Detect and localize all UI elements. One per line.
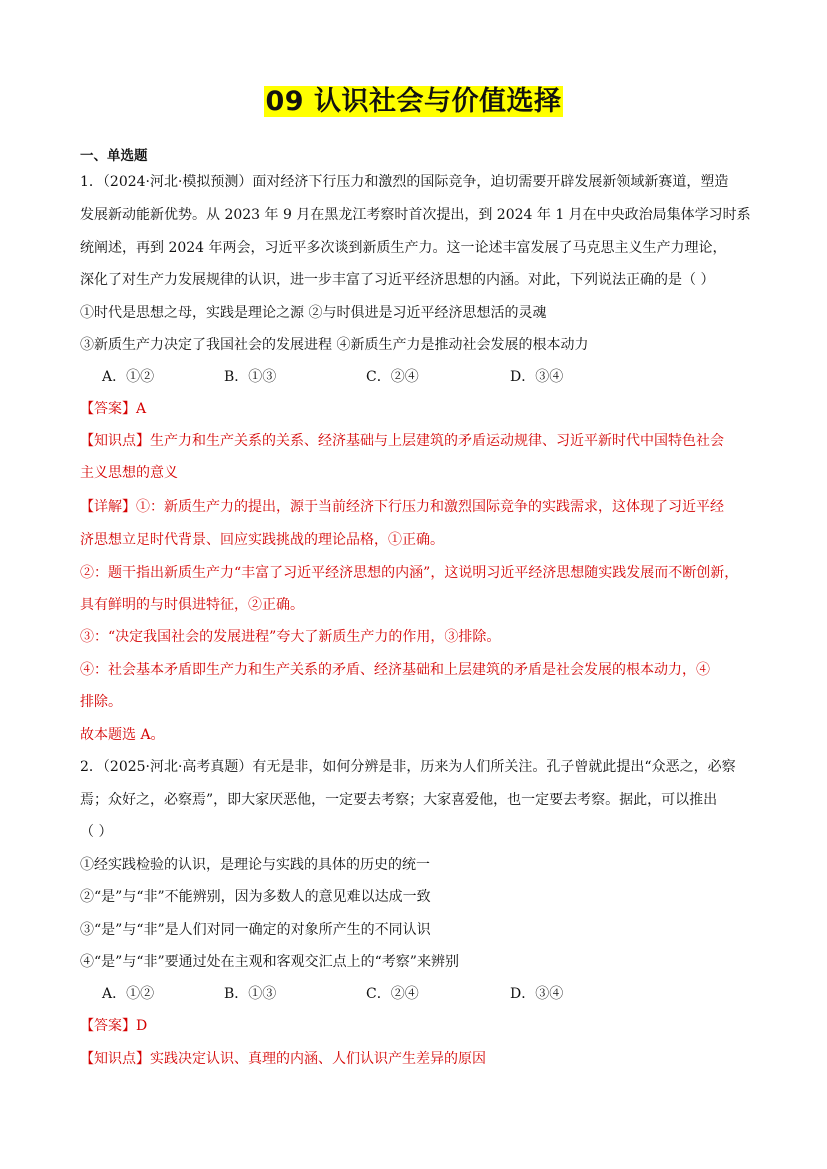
q2-option-d: D．③④ xyxy=(510,986,564,1002)
q1-knowledge-line: 【知识点】生产力和生产关系的关系、经济基础与上层建筑的矛盾运动规律、习近平新时代中国特色社会 xyxy=(80,433,724,449)
q1-option-b: B．①③ xyxy=(224,369,277,385)
q1-answer: 【答案】A xyxy=(80,401,147,417)
q2-option-a: A．①② xyxy=(102,986,155,1002)
q1-detail-line: ②：题干指出新质生产力“丰富了习近平经济思想的内涵”，这说明习近平经济思想随实践发展而不断创新， xyxy=(80,565,739,581)
q1-knowledge-line: 主义思想的意义 xyxy=(80,465,178,481)
q1-stem-line: 统阐述，再到 2024 年两会，习近平多次谈到新质生产力。这一论述丰富发展了马克思主义生产力理论， xyxy=(80,240,727,256)
section-heading: 一、单选题 xyxy=(80,148,148,164)
q1-option-a: A．①② xyxy=(102,369,155,385)
q1-detail-line: ③：“决定我国社会的发展进程”夸大了新质生产力的作用，③排除。 xyxy=(80,629,501,645)
q2-option-b: B．①③ xyxy=(224,986,277,1002)
q2-knowledge: 【知识点】实践决定认识、真理的内涵、人们认识产生差异的原因 xyxy=(80,1051,486,1067)
page-title xyxy=(0,84,827,120)
q2-statement: ①经实践检验的认识，是理论与实践的具体的历史的统一 xyxy=(80,857,430,873)
q2-stem-line: （ ） xyxy=(80,824,113,840)
q2-statement: ④“是”与“非”要通过处在主观和客观交汇点上的“考察”来辨别 xyxy=(80,954,459,970)
q2-statement: ②“是”与“非”不能辨别，因为多数人的意见难以达成一致 xyxy=(80,889,431,905)
q1-option-d: D．③④ xyxy=(510,369,564,385)
q1-option-c: C．②④ xyxy=(366,369,419,385)
q1-stem-line: 1．（2024·河北·模拟预测）面对经济下行压力和激烈的国际竞争，迫切需要开辟发展新领域新赛道，塑造 xyxy=(80,174,729,190)
q1-statement: ①时代是思想之母，实践是理论之源 ②与时俱进是习近平经济思想活的灵魂 xyxy=(80,305,547,321)
q2-statement: ③“是”与“非”是人们对同一确定的对象所产生的不同认识 xyxy=(80,922,431,938)
page-title-text: 09 认识社会与价值选择 xyxy=(265,86,562,117)
q1-detail-line: 济思想立足时代背景、回应实践挑战的理论品格，①正确。 xyxy=(80,532,444,548)
q2-answer: 【答案】D xyxy=(80,1018,148,1034)
q1-stem-line: 深化了对生产力发展规律的认识，进一步丰富了习近平经济思想的内涵。对此，下列说法正确的是（ ） xyxy=(80,272,715,288)
q1-conclusion: 故本题选 A。 xyxy=(80,727,165,743)
q1-detail-line: 【详解】①：新质生产力的提出，源于当前经济下行压力和激烈国际竞争的实践需求，这体现了习近平经 xyxy=(80,499,724,515)
q1-stem-line: 发展新动能新优势。从 2023 年 9 月在黑龙江考察时首次提出，到 2024 年 1 月在中央政治局集体学习时系 xyxy=(80,207,751,223)
q1-detail-line: 具有鲜明的与时俱进特征，②正确。 xyxy=(80,597,304,613)
q2-option-c: C．②④ xyxy=(366,986,419,1002)
q2-stem-line: 2．（2025·河北·高考真题）有无是非，如何分辨是非，历来为人们所关注。孔子曾就此提出“众恶之，必察 xyxy=(80,759,736,775)
q1-detail-line: 排除。 xyxy=(80,694,122,710)
q1-detail-line: ④：社会基本矛盾即生产力和生产关系的矛盾、经济基础和上层建筑的矛盾是社会发展的根本动力，④ xyxy=(80,662,710,678)
q1-statement: ③新质生产力决定了我国社会的发展进程 ④新质生产力是推动社会发展的根本动力 xyxy=(80,337,589,353)
q2-stem-line: 焉；众好之，必察焉”，即大家厌恶他，一定要去考察；大家喜爱他，也一定要去考察。据此，可以推出 xyxy=(80,792,718,808)
